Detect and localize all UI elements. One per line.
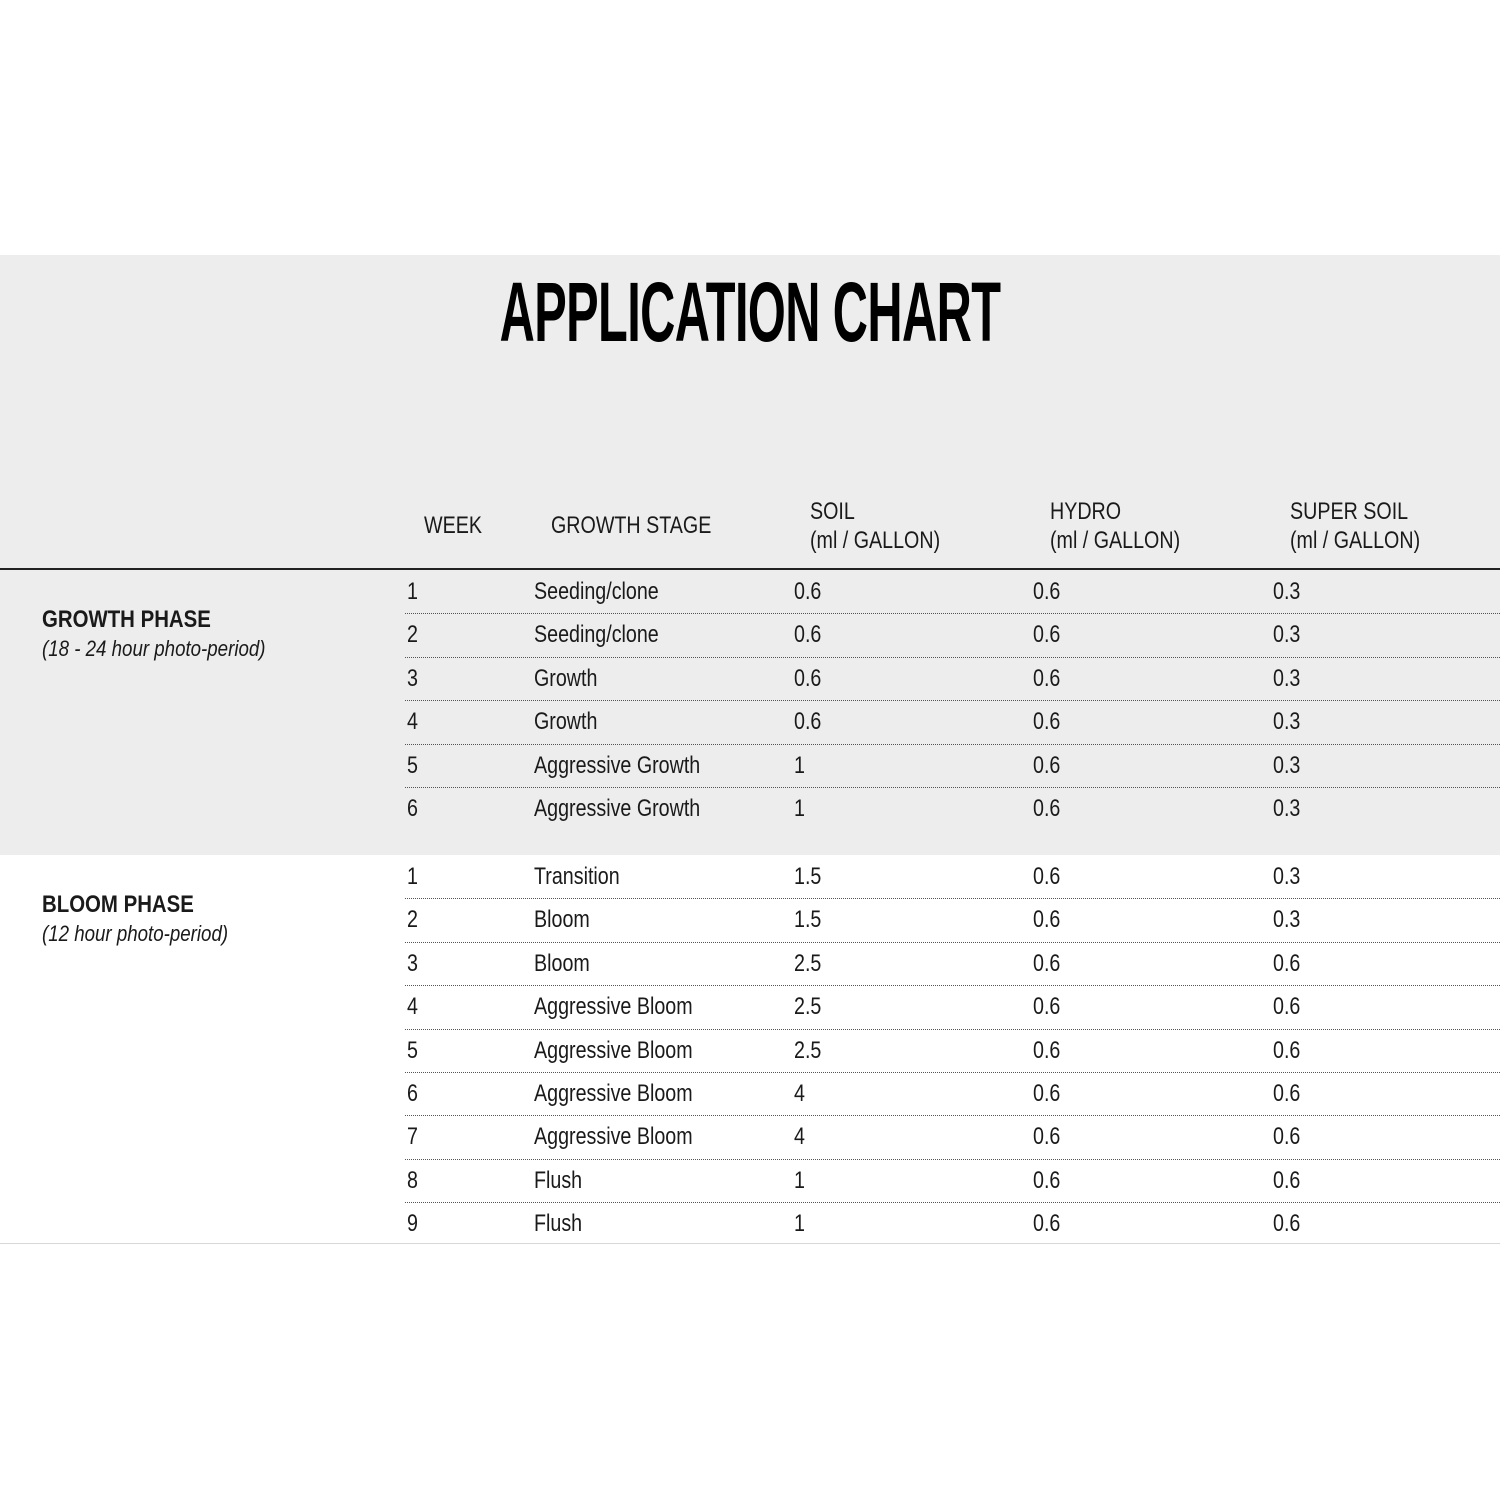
cell-soil: 1	[794, 794, 805, 822]
table-row	[405, 701, 1500, 744]
cell-week: 9	[407, 1210, 418, 1238]
cell-growth-stage: Flush	[534, 1210, 583, 1238]
cell-soil: 2.5	[794, 949, 822, 977]
table-row	[405, 1160, 1500, 1203]
cell-week: 3	[407, 664, 418, 692]
cell-super-soil: 0.3	[1273, 578, 1301, 605]
cell-soil: 0.6	[794, 578, 822, 605]
table-row	[405, 571, 1500, 614]
cell-super-soil: 0.6	[1273, 1036, 1301, 1064]
col-header-soil: SOIL (ml / GALLON)	[810, 498, 941, 554]
cell-super-soil: 0.3	[1273, 794, 1301, 822]
cell-growth-stage: Aggressive Bloom	[534, 1036, 693, 1064]
cell-hydro: 0.6	[1033, 578, 1061, 605]
cell-week: 7	[407, 1123, 418, 1151]
page-title: APPLICATION CHART	[499, 265, 1001, 359]
cell-hydro: 0.6	[1033, 949, 1061, 977]
cell-super-soil: 0.6	[1273, 1210, 1301, 1238]
col-header-hydro: HYDRO (ml / GALLON)	[1050, 498, 1181, 554]
cell-hydro: 0.6	[1033, 1166, 1061, 1194]
cell-week: 1	[407, 578, 418, 605]
table-row	[405, 856, 1500, 899]
cell-super-soil: 0.3	[1273, 664, 1301, 692]
cell-hydro: 0.6	[1033, 751, 1061, 779]
cell-growth-stage: Bloom	[534, 949, 590, 977]
cell-soil: 1	[794, 1210, 805, 1238]
cell-soil: 1.5	[794, 906, 822, 934]
cell-hydro: 0.6	[1033, 664, 1061, 692]
cell-week: 4	[407, 993, 418, 1021]
cell-super-soil: 0.3	[1273, 621, 1301, 649]
cell-week: 3	[407, 949, 418, 977]
cell-soil: 0.6	[794, 621, 822, 649]
cell-super-soil: 0.6	[1273, 1123, 1301, 1151]
cell-hydro: 0.6	[1033, 794, 1061, 822]
cell-growth-stage: Seeding/clone	[534, 578, 659, 605]
cell-hydro: 0.6	[1033, 993, 1061, 1021]
cell-super-soil: 0.3	[1273, 708, 1301, 736]
cell-soil: 0.6	[794, 708, 822, 736]
table-row	[405, 1073, 1500, 1116]
col-header-week: WEEK	[424, 512, 482, 539]
cell-week: 2	[407, 621, 418, 649]
cell-growth-stage: Bloom	[534, 906, 590, 934]
growth-phase-rows	[405, 571, 1500, 831]
table-bottom-edge	[0, 1243, 1500, 1244]
cell-growth-stage: Seeding/clone	[534, 621, 659, 649]
cell-hydro: 0.6	[1033, 621, 1061, 649]
cell-hydro: 0.6	[1033, 1210, 1061, 1238]
cell-soil: 2.5	[794, 993, 822, 1021]
table-row	[405, 1116, 1500, 1159]
table-row	[405, 943, 1500, 986]
cell-hydro: 0.6	[1033, 906, 1061, 934]
cell-soil: 1.5	[794, 863, 822, 890]
table-row	[405, 658, 1500, 701]
cell-soil: 1	[794, 1166, 805, 1194]
col-header-super-soil: SUPER SOIL (ml / GALLON)	[1290, 498, 1421, 554]
cell-growth-stage: Aggressive Growth	[534, 794, 701, 822]
cell-growth-stage: Aggressive Bloom	[534, 1079, 693, 1107]
cell-hydro: 0.6	[1033, 863, 1061, 890]
cell-week: 1	[407, 863, 418, 890]
growth-phase-label: GROWTH PHASE	[42, 606, 211, 633]
table-row	[405, 1203, 1500, 1246]
bloom-phase-label: BLOOM PHASE	[42, 891, 194, 918]
cell-growth-stage: Aggressive Bloom	[534, 993, 693, 1021]
table-row	[405, 986, 1500, 1029]
cell-growth-stage: Aggressive Bloom	[534, 1123, 693, 1151]
cell-growth-stage: Transition	[534, 863, 620, 890]
cell-week: 6	[407, 1079, 418, 1107]
cell-week: 2	[407, 906, 418, 934]
cell-soil: 1	[794, 751, 805, 779]
growth-phase-note: (18 - 24 hour photo-period)	[42, 636, 266, 661]
table-row	[405, 614, 1500, 657]
cell-soil: 4	[794, 1079, 805, 1107]
cell-hydro: 0.6	[1033, 1036, 1061, 1064]
cell-week: 5	[407, 1036, 418, 1064]
cell-growth-stage: Aggressive Growth	[534, 751, 701, 779]
cell-soil: 2.5	[794, 1036, 822, 1064]
table-row	[405, 745, 1500, 788]
table-row	[405, 788, 1500, 831]
cell-super-soil: 0.3	[1273, 863, 1301, 890]
header-divider	[0, 568, 1500, 570]
cell-super-soil: 0.3	[1273, 906, 1301, 934]
table-row	[405, 899, 1500, 942]
table-row	[405, 1030, 1500, 1073]
cell-hydro: 0.6	[1033, 1079, 1061, 1107]
cell-super-soil: 0.6	[1273, 1079, 1301, 1107]
cell-hydro: 0.6	[1033, 708, 1061, 736]
cell-super-soil: 0.6	[1273, 949, 1301, 977]
cell-super-soil: 0.3	[1273, 751, 1301, 779]
cell-growth-stage: Flush	[534, 1166, 583, 1194]
cell-growth-stage: Growth	[534, 664, 598, 692]
bloom-phase-rows	[405, 856, 1500, 1247]
cell-super-soil: 0.6	[1273, 993, 1301, 1021]
cell-super-soil: 0.6	[1273, 1166, 1301, 1194]
cell-soil: 4	[794, 1123, 805, 1151]
cell-hydro: 0.6	[1033, 1123, 1061, 1151]
cell-week: 5	[407, 751, 418, 779]
col-header-growth-stage: GROWTH STAGE	[551, 512, 712, 539]
bloom-phase-note: (12 hour photo-period)	[42, 921, 229, 946]
cell-week: 6	[407, 794, 418, 822]
cell-week: 8	[407, 1166, 418, 1194]
cell-soil: 0.6	[794, 664, 822, 692]
cell-growth-stage: Growth	[534, 708, 598, 736]
cell-week: 4	[407, 708, 418, 736]
